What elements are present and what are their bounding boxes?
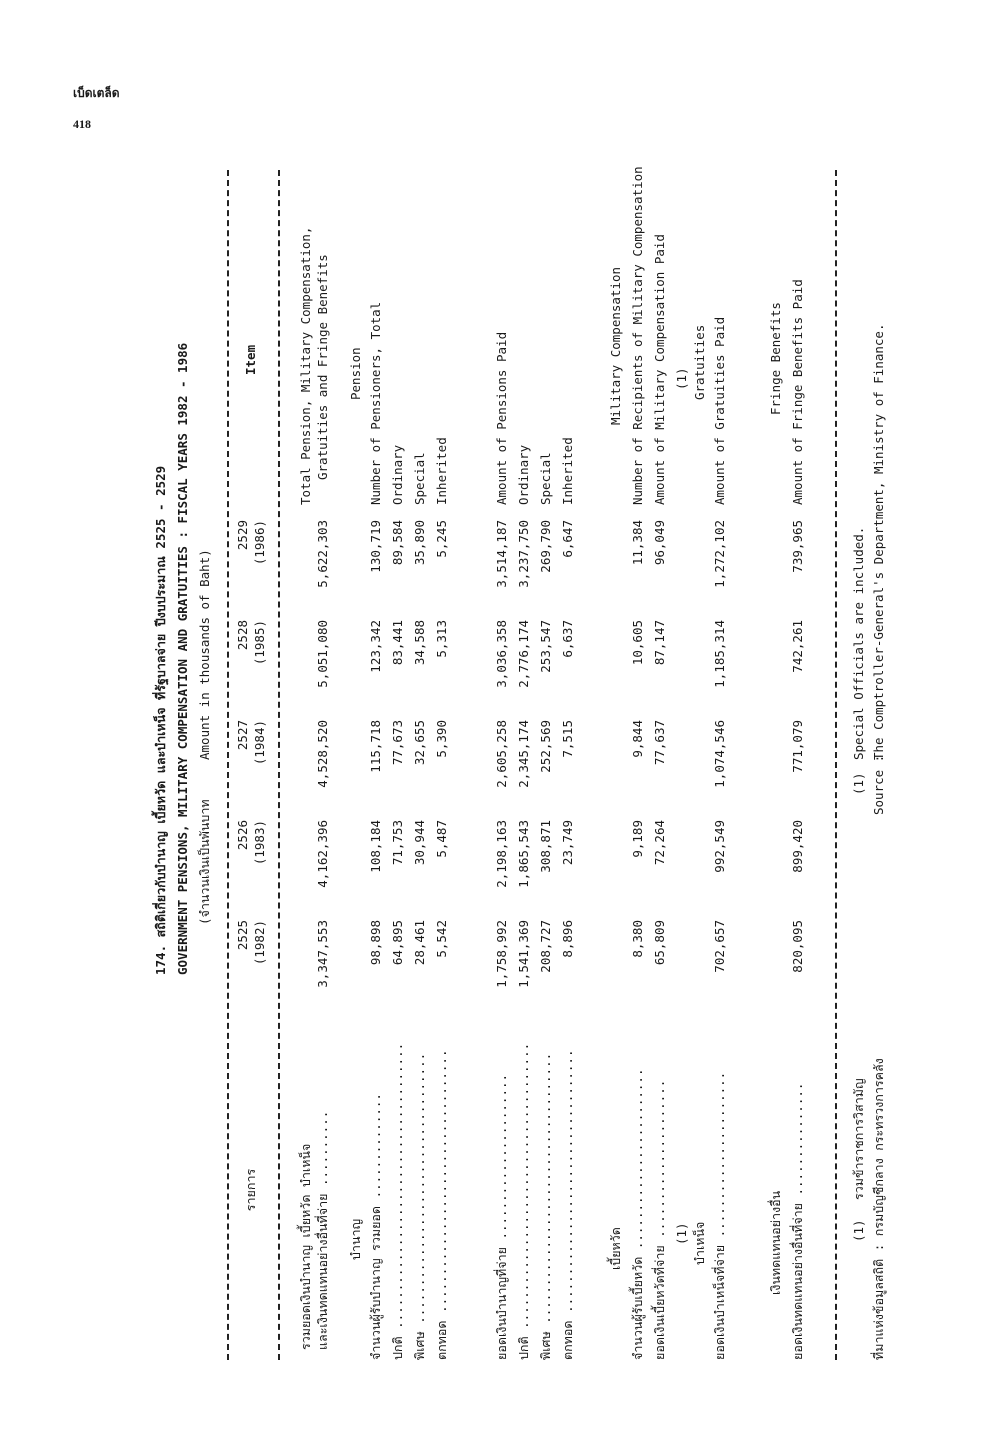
table-cell: 123,342: [368, 620, 383, 673]
section-heading-english: Fringe Benefits: [768, 302, 783, 415]
table-row-label-english: Ordinary: [516, 444, 531, 505]
table-row-label-english: Amount of Fringe Benefits Paid: [790, 279, 805, 505]
header-item-thai: รายการ: [243, 1168, 258, 1212]
table-cell: 992,549: [712, 820, 727, 873]
header-year-be: 2526: [235, 820, 250, 851]
section-heading-english: Gratuities: [692, 324, 707, 400]
table-cell: 89,584: [390, 520, 405, 566]
table-row-label-english: Inherited: [434, 437, 449, 505]
unit-note-thai: (จำนวนเงินเป็นพันบาท: [197, 799, 212, 925]
table-cell: 1,272,102: [712, 520, 727, 588]
table-cell: 1,074,546: [712, 720, 727, 788]
table-cell: 2,776,174: [516, 620, 531, 688]
table-row-label-english: Number of Pensioners, Total: [368, 301, 383, 505]
bottom-rule: [835, 170, 837, 1360]
table-row-label-thai: ตกทอด ...................................: [434, 1049, 449, 1360]
table-cell: 1,758,992: [494, 920, 509, 988]
table-cell: 87,147: [652, 620, 667, 666]
source-label-english: Source :: [871, 754, 886, 815]
table-row-label-thai: ปกติ ......................................: [516, 1042, 531, 1360]
source-thai: ที่มาแห่งข้อมูลสถิติ : กรมบัญชีกลาง กระทรวงการคลัง: [871, 1058, 886, 1360]
header-year-ce: (1985): [252, 620, 267, 666]
page-header: เบ็ดเตล็ด: [73, 86, 120, 100]
table-cell: 83,441: [390, 620, 405, 666]
header-year-ce: (1982): [252, 920, 267, 966]
total-label-thai: รวมยอดเงินบำนาญ เบี้ยหวัด บำเหน็จ: [298, 1143, 313, 1350]
table-row-label-thai: จำนวนผู้รับเบี้ยหวัด ........................: [630, 1068, 645, 1360]
table-cell: 702,657: [712, 920, 727, 973]
table-cell: 7,515: [560, 720, 575, 758]
table-row-label-english: Amount of Military Compensation Paid: [652, 234, 667, 505]
table-cell: 308,871: [538, 820, 553, 873]
table-cell: 77,637: [652, 720, 667, 766]
table-cell: 11,384: [630, 520, 645, 566]
header-year-be: 2525: [235, 920, 250, 951]
table-row-label-thai: ปกติ ......................................: [390, 1042, 405, 1360]
table-cell: 2,198,163: [494, 820, 509, 888]
table-cell: 65,809: [652, 920, 667, 966]
top-rule: [227, 170, 229, 1360]
table-title-thai: 174. สถิติเกี่ยวกับบำนาญ เบี้ยหวัด และบำเหน็จ ที่รัฐบาลจ่าย ปีงบประมาณ 2525 - 2529: [153, 465, 168, 975]
table-row-label-thai: ยอดเงินบำเหน็จที่จ่าย ......................: [712, 1071, 727, 1360]
table-row-label-thai: ยอดเงินบำนาญที่จ่าย ......................: [494, 1073, 509, 1360]
header-year-ce: (1986): [252, 520, 267, 566]
table-cell: 5,390: [434, 720, 449, 758]
footnote-text-english: Special Officials are included.: [851, 526, 866, 760]
table-cell: 739,965: [790, 520, 805, 573]
table-cell: 3,514,187: [494, 520, 509, 588]
table-cell: 3,237,750: [516, 520, 531, 588]
table-cell: 1,185,314: [712, 620, 727, 688]
table-cell: 5,487: [434, 820, 449, 858]
table-cell: 9,844: [630, 720, 645, 758]
table-row-label-english: Ordinary: [390, 444, 405, 505]
rotated-table: [153, 166, 935, 1360]
table-cell: 269,790: [538, 520, 553, 573]
footnote-text-thai: รวมข้าราชการวิสามัญ: [851, 1078, 866, 1200]
total-label-english: Gratuities and Fringe Benefits: [315, 254, 330, 480]
table-cell: 5,245: [434, 520, 449, 558]
table-cell: 96,049: [652, 520, 667, 566]
section-heading-thai: บำนาญ: [348, 1218, 363, 1260]
table-cell: 6,647: [560, 520, 575, 558]
table-cell: 252,569: [538, 720, 553, 773]
table-row-label-english: Special: [538, 452, 553, 505]
table-cell: 8,896: [560, 920, 575, 958]
total-label-english: Total Pension, Military Compensation,: [298, 226, 313, 505]
table-cell: 3,036,358: [494, 620, 509, 688]
table-cell: 208,727: [538, 920, 553, 973]
table-cell: 1,865,543: [516, 820, 531, 888]
table-row-label-english: Number of Recipients of Military Compensation: [630, 166, 645, 505]
table-cell: 9,189: [630, 820, 645, 858]
table-row-label-thai: ยอดเงินเบี้ยหวัดที่จ่าย .....................: [652, 1079, 667, 1360]
header-rule: [278, 170, 280, 1360]
section-heading-thai: เงินทดแทนอย่างอื่น: [768, 1190, 783, 1295]
header-year-ce: (1983): [252, 820, 267, 866]
footnote-mark: (1): [674, 367, 689, 390]
header-year-ce: (1984): [252, 720, 267, 766]
header-item-english: Item: [243, 344, 258, 375]
total-value: 4,528,520: [315, 720, 330, 788]
total-value: 3,347,553: [315, 920, 330, 988]
section-heading-thai: บำเหน็จ: [692, 1221, 707, 1265]
table-cell: 108,184: [368, 820, 383, 873]
table-cell: 71,753: [390, 820, 405, 866]
header-year-be: 2528: [235, 620, 250, 651]
table-row-label-thai: พิเศษ ....................................: [412, 1052, 427, 1360]
footnote-mark: (1): [851, 1219, 866, 1242]
total-value: 5,622,303: [315, 520, 330, 588]
header-year-be: 2527: [235, 720, 250, 751]
table-cell: 1,541,369: [516, 920, 531, 988]
table-cell: 771,079: [790, 720, 805, 773]
section-heading-english: Pension: [348, 347, 363, 400]
table-cell: 98,898: [368, 920, 383, 966]
table-row-label-english: Amount of Pensions Paid: [494, 331, 509, 505]
table-row-label-thai: จำนวนผู้รับบำนาญ รวมยอด ..............: [368, 1093, 383, 1360]
total-value: 4,162,396: [315, 820, 330, 888]
table-row-label-thai: พิเศษ ....................................: [538, 1052, 553, 1360]
table-cell: 899,420: [790, 820, 805, 873]
table-cell: 30,944: [412, 820, 427, 866]
table-cell: 77,673: [390, 720, 405, 766]
unit-note-english: Amount in thousands of Baht): [197, 549, 212, 760]
table-cell: 32,655: [412, 720, 427, 766]
section-heading-thai: เบี้ยหวัด: [608, 1227, 623, 1270]
table-cell: 742,261: [790, 620, 805, 673]
table-cell: 5,313: [434, 620, 449, 658]
table-cell: 64,895: [390, 920, 405, 966]
footnote-mark: (1): [851, 772, 866, 795]
footnote-mark: (1): [674, 1222, 689, 1245]
table-row-label-thai: ตกทอด ...................................: [560, 1049, 575, 1360]
table-cell: 6,637: [560, 620, 575, 658]
table-cell: 10,605: [630, 620, 645, 666]
table-cell: 820,095: [790, 920, 805, 973]
table-row-label-thai: ยอดเงินทดแทนอย่างอื่นที่จ่าย ...............: [790, 1082, 805, 1360]
table-cell: 28,461: [412, 920, 427, 966]
table-cell: 130,719: [368, 520, 383, 573]
page-number: 418: [73, 117, 91, 131]
source-english: The Comptroller-General's Department, Ministry of Finance.: [871, 323, 886, 760]
table-cell: 35,890: [412, 520, 427, 566]
table-title-english: GOVERNMENT PENSIONS, MILITARY COMPENSATION AND GRATUITIES : FISCAL YEARS 1982 - 1986: [175, 342, 190, 975]
table-cell: 2,605,258: [494, 720, 509, 788]
table-cell: 2,345,174: [516, 720, 531, 788]
header-year-be: 2529: [235, 520, 250, 551]
table-cell: 5,542: [434, 920, 449, 958]
table-cell: 72,264: [652, 820, 667, 866]
table-row-label-english: Amount of Gratuities Paid: [712, 316, 727, 505]
table-cell: 23,749: [560, 820, 575, 866]
table-cell: 8,380: [630, 920, 645, 958]
total-label-thai: และเงินทดแทนอย่างอื่นที่จ่าย ..........: [315, 1110, 330, 1350]
table-cell: 34,588: [412, 620, 427, 666]
table-cell: 253,547: [538, 620, 553, 673]
total-value: 5,051,080: [315, 620, 330, 688]
table-row-label-english: Inherited: [560, 437, 575, 505]
table-row-label-english: Special: [412, 452, 427, 505]
table-cell: 115,718: [368, 720, 383, 773]
section-heading-english: Military Compensation: [608, 266, 623, 425]
